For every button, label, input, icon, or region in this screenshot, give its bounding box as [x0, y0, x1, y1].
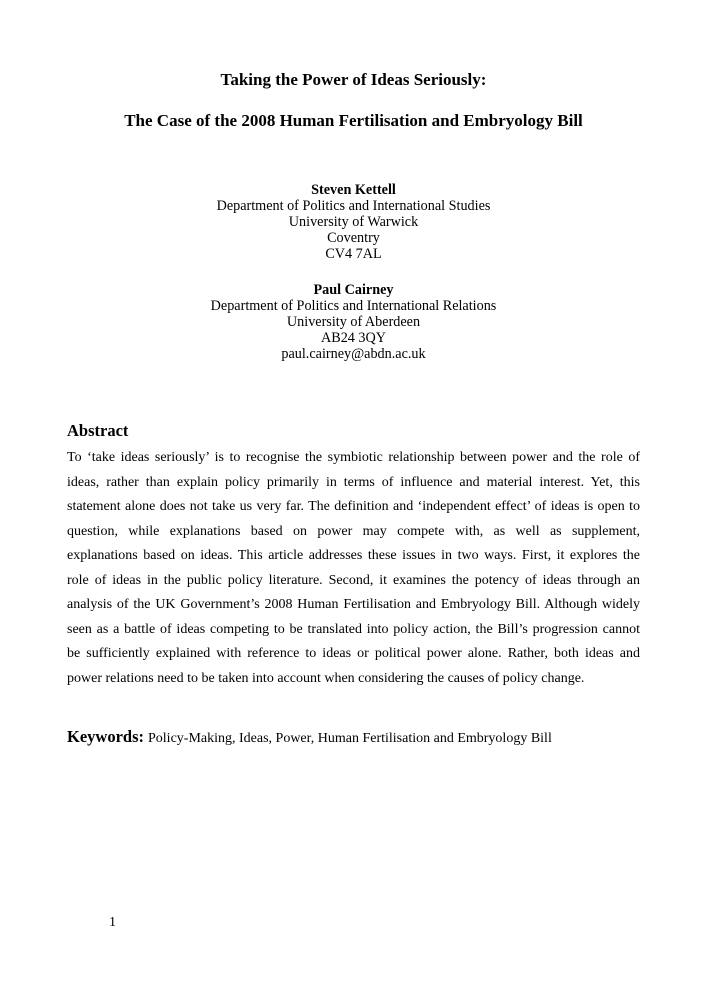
keywords-line: [67, 727, 552, 749]
author-university: University of Warwick: [288, 214, 419, 230]
author-email: paul.cairney@abdn.ac.uk: [281, 346, 426, 362]
keywords-text: Policy-Making, Ideas, Power, Human Fertilisation and Embryology Bill: [148, 731, 552, 746]
author-department: Department of Politics and International Studies: [216, 198, 491, 214]
author-postcode: AB24 3QY: [320, 330, 387, 346]
abstract-line: role of ideas in the public policy literature. Second, it examines the potency of ideas through an: [67, 572, 640, 588]
abstract-line: ideas, rather than explain policy primarily in terms of influence and material interest. Yet, this: [67, 474, 640, 490]
abstract-line: be sufficiently explained with reference to ideas or political power alone. Rather, both ideas and: [67, 646, 640, 661]
author-city: Coventry: [327, 230, 380, 246]
abstract-line: explanations based on ideas. This article addresses these issues in two ways. First, it explores the: [67, 548, 640, 563]
abstract-heading: Abstract: [67, 421, 129, 440]
author-department: Department of Politics and International Relations: [210, 298, 497, 314]
author-name: Paul Cairney: [313, 282, 394, 298]
abstract-line: question, while explanations based on power may compete with, as well as supplement,: [67, 523, 640, 539]
author-name: Steven Kettell: [311, 182, 396, 198]
paper-title-line-2: The Case of the 2008 Human Fertilisation and Embryology Bill: [124, 111, 583, 130]
author-postcode: CV4 7AL: [325, 246, 382, 262]
abstract-line: To ‘take ideas seriously’ is to recognise the symbiotic relationship between power and the role of: [67, 450, 640, 465]
author-block-2: [0, 282, 707, 362]
paper-title-line-1: Taking the Power of Ideas Seriously:: [220, 70, 487, 89]
keywords-label: Keywords:: [67, 727, 144, 746]
abstract-line: statement alone does not take us very far. The definition and ‘independent effect’ of ideas is open to: [67, 499, 640, 514]
abstract-line: seen as a battle of ideas competing to be translated into policy action, the Bill’s progression cannot: [67, 621, 640, 637]
page-number: 1: [109, 915, 116, 930]
abstract-line: analysis of the UK Government’s 2008 Human Fertilisation and Embryology Bill. Although widely: [67, 597, 640, 612]
author-block-1: [0, 182, 707, 262]
author-university: University of Aberdeen: [286, 314, 421, 330]
abstract-body: [67, 446, 640, 691]
abstract-line: power relations need to be taken into account when considering the causes of policy change.: [67, 670, 585, 686]
